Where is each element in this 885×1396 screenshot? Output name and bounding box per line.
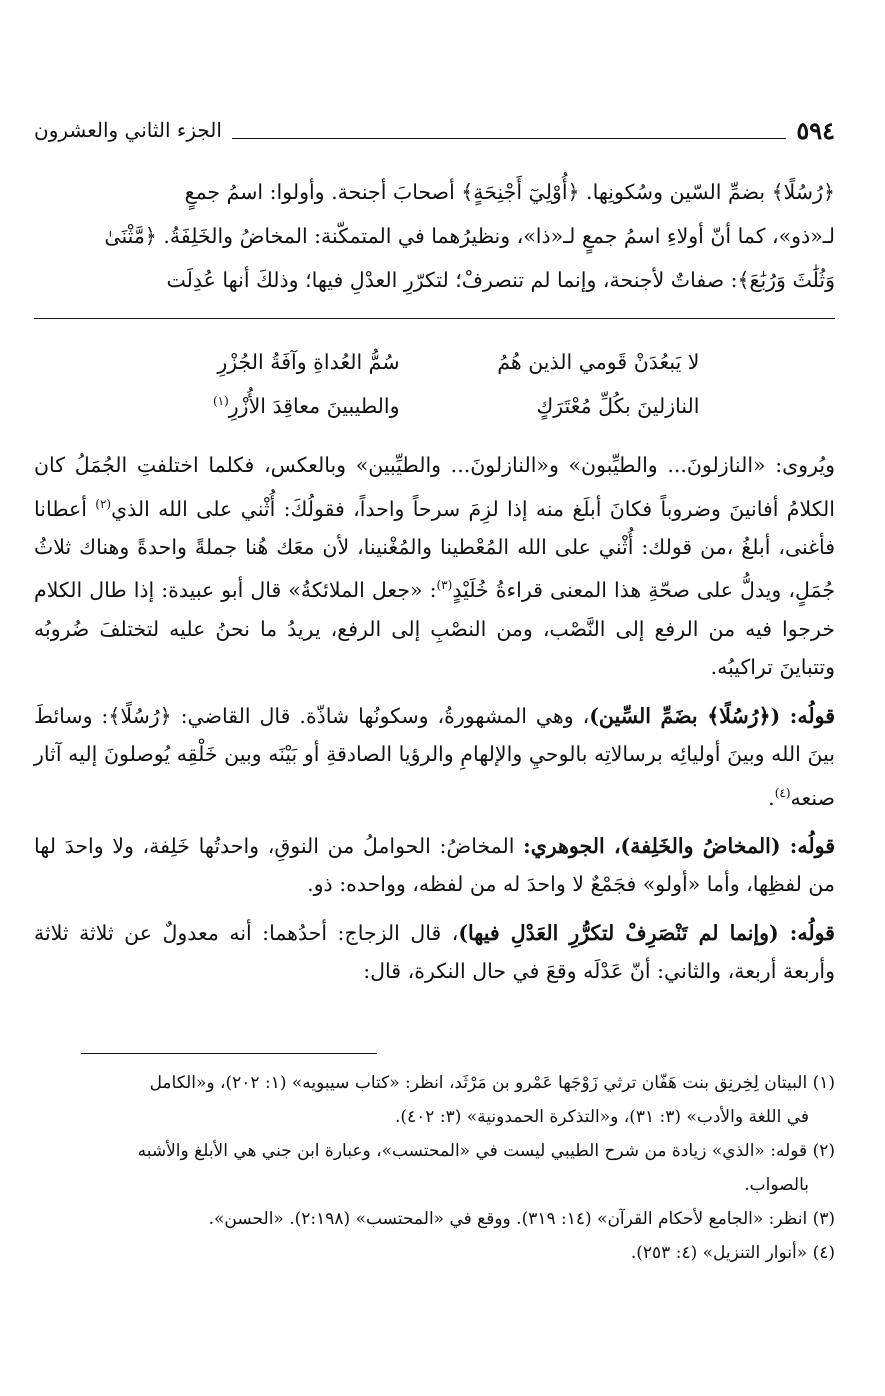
header-rule xyxy=(232,122,786,139)
paragraph-lead: قولُه: (﴿رُسُلًا﴾ بضَمِّ السِّين) xyxy=(589,703,836,728)
running-title: الجزء الثاني والعشرون xyxy=(34,118,222,142)
commentary-line: ﴿رُسُلًا﴾ بضمِّ السّين وسُكونِها. ﴿أُوْلِيٓ أَجْنِحَةٍ﴾ أصحابَ أجنحة. وأولوا: اسمُ جمعٍ xyxy=(184,180,835,204)
footnote: (١) البيتان لِخِرنِق بنت هَفّان ترثي زَوْجَها عَمْرو بن مَرْثَد، انظر: «كتاب سيبويه» (١: ٢٠٢)، و«الكامل في اللغة والأدب» (٣: ٣١)، و«التذكرة الحمدونية» (٣: ٤٠٢). xyxy=(149,1073,835,1127)
footnote-marker: (١) xyxy=(212,394,229,409)
footnote-number: (١) xyxy=(812,1073,835,1093)
paragraph: قولُه: (وإنما لم تَنْصَرِفْ لتكرُّرِ العَدْلِ فيها)، قال الزجاج: أحدُهما: أنه معدولٌ عن ثلاثة ثلاثة وأربعة أربعة، والثاني: أنّ عَدْلَه وقعَ في حال النكرة، قال: xyxy=(34,920,835,984)
poem-verse xyxy=(34,340,835,384)
commentary-line: وَثُلَٰثَ وَرُبَٰعَ﴾: صفاتٌ لأجنحة، وإنما لم تنصرفْ؛ لتكرّرِ العدْلِ فيها؛ وذلكَ أنها عُدِلَت xyxy=(166,268,835,292)
paragraph-lead: قولُه: (وإنما لم تَنْصَرِفْ لتكرُّرِ العَدْلِ فيها) xyxy=(458,920,835,945)
footnote-number: (٢) xyxy=(812,1141,835,1161)
paragraph-lead: قولُه: (المخاضُ والخَلِفة)، الجوهري: xyxy=(523,833,835,858)
poem xyxy=(34,340,835,428)
verse-second-hemistich: سُمُّ العُداةِ وآفَةُ الجُزْرِ xyxy=(217,350,400,374)
paragraph: قولُه: (المخاضُ والخَلِفة)، الجوهري: المخاضُ: الحواملُ من النوقِ، واحدتُها خَلِفة، ولا واحدَ لها من لفظِها، وأما «أولو» فجَمْعٌ لا واحدَ له من لفظه، وواحده: ذو. xyxy=(34,833,835,897)
paragraph: ويُروى: «النازلونَ... والطيِّبون» و«النازلونَ... والطيِّبين» وبالعكس، فكلما اختلفتِ الجُمَلُ كان الكلامُ أفانينَ وضروباً فكانَ أبلَغ منه إذا لزِمَ سرحاً واحداً، فقولُكَ: أُثْني على الله الذي$^{(٢)}$ أعطانا فأغنى، أبلغُ ،من قولك: أُثْني على الله المُعْطينا والمُغْنينا، لأن معَك هُنا جملةً واحدةً وهناك ثلاثُ جُمَلٍ، ويدلُّ على صحّةِ هذا المعنى قراءةُ خُلَيْدٍ$^{(٣)}$: «جعل الملائكةُ» قال أبو عبيدة: إذا طال الكلام خرجوا فيه من الرفع إلى النَّصْب، ومن النصْبِ إلى الرفع، يريدُ ما نحنُ عليه لتختلفَ ضُروبُه وتتباينَ تراكيبُه. xyxy=(34,453,836,680)
footnote: (٢) قوله: «الذي» زيادة من شرح الطيبي ليست في «المحتسب»، وعبارة ابن جني هي الأبلغ والأشبه بالصواب. xyxy=(137,1141,835,1195)
main-text xyxy=(34,446,835,1001)
verse-second-hemistich: والطيبينَ معاقِدَ الأُزْرِ$^{(١)}$ xyxy=(212,394,400,418)
footnotes xyxy=(34,1066,835,1270)
page-header xyxy=(34,112,835,148)
paragraph: قولُه: (﴿رُسُلًا﴾ بضَمِّ السِّين)، وهي المشهورةُ، وسكونُها شاذّة. قال القاضي: ﴿رُسُلًا﴾: وسائطَ بينَ الله وبينَ أوليائِه برسالاتِه بالوحيِ والإلهامِ والرؤيا الصادقةِ أو بَيْنَه وبين خَلْقِه يُوصلونَ إليه آثار صنعه$^{(٤)}$. xyxy=(34,703,836,810)
commentary-line: لـ«ذو»، كما أنّ أولاءِ اسمُ جمعٍ لـ«ذا»، ونظيرُهما في المتمكّنة: المخاضُ والخَلِفَةُ. ﴿مَّثْنَىٰ xyxy=(104,224,835,248)
footnote: (٣) انظر: «الجامع لأحكام القرآن» (١٤: ٣١٩). ووقع في «المحتسب» (٢:١٩٨). «الحسن». xyxy=(208,1209,835,1229)
section-divider xyxy=(34,318,835,319)
commentary-block xyxy=(34,170,835,302)
poem-verse xyxy=(34,384,835,428)
page-number: ٥٩٤ xyxy=(796,115,835,145)
footnote-marker: (٤) xyxy=(774,785,791,800)
footnote-divider xyxy=(81,1053,377,1054)
footnote-number: (٣) xyxy=(812,1209,835,1229)
footnote: (٤) «أنوار التنزيل» (٤: ٢٥٣). xyxy=(630,1243,835,1263)
verse-first-hemistich: النازلينَ بكُلِّ مُعْتَرَكٍ xyxy=(536,394,700,418)
footnote-marker: (٢) xyxy=(95,496,112,511)
footnote-marker: (٣) xyxy=(436,578,453,593)
footnote-number: (٤) xyxy=(812,1243,835,1263)
verse-first-hemistich: لا يَبعُدَنْ قَومي الذين هُمُ xyxy=(497,350,700,374)
